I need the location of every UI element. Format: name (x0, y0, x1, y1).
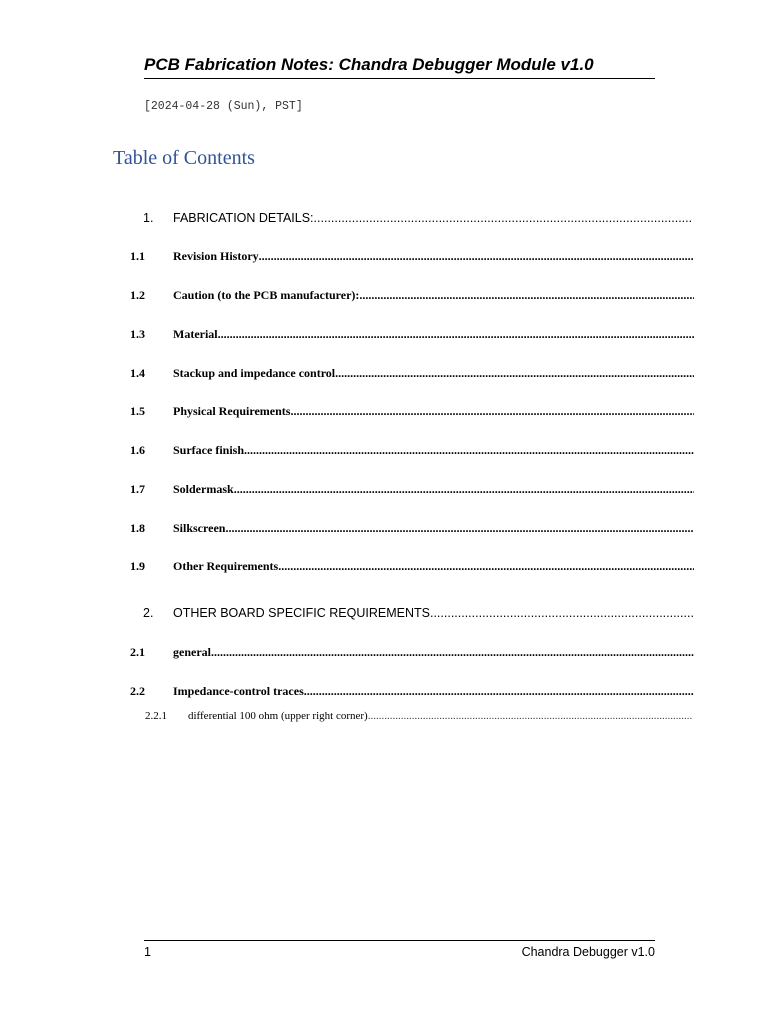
toc-dot-leader (218, 326, 694, 343)
toc-dot-leader (430, 604, 693, 622)
toc-entry-2[interactable] (143, 604, 693, 622)
toc-entry-label: Stackup and impedance control (173, 366, 336, 380)
toc-entry-number: 1.2 (130, 288, 145, 302)
toc-entry-2-1[interactable] (130, 644, 694, 661)
toc-entry-number: 1. (143, 211, 154, 225)
toc-entry-number: 1.8 (130, 521, 145, 535)
toc-dot-leader (278, 558, 694, 575)
toc-dot-leader (359, 287, 694, 304)
toc-entry-label: Surface finish (173, 443, 245, 457)
document-date: [2024-04-28 (Sun), PST] (144, 100, 303, 113)
toc-entry-1[interactable] (143, 209, 693, 227)
toc-entry-label: Impedance-control traces (173, 684, 304, 698)
page-footer (144, 940, 655, 963)
toc-dot-leader (225, 520, 694, 537)
toc-entry-number: 1.5 (130, 404, 145, 418)
toc-dot-leader (304, 683, 694, 700)
toc-entry-label: differential 100 ohm (upper right corner) (188, 710, 368, 722)
toc-entry-2-2-1[interactable] (145, 708, 693, 724)
toc-entry-number: 2.1 (130, 645, 145, 659)
toc-entry-1-4[interactable] (130, 365, 694, 382)
toc-entry-1-9[interactable] (130, 558, 694, 575)
document-title: PCB Fabrication Notes: Chandra Debugger Module v1.0 (144, 55, 594, 74)
toc-entry-label: Soldermask (173, 482, 234, 496)
toc-entry-number: 1.3 (130, 327, 145, 341)
toc-dot-leader (290, 403, 694, 420)
toc-entry-1-7[interactable] (130, 481, 694, 498)
toc-entry-number: 1.4 (130, 366, 145, 380)
toc-entry-1-8[interactable] (130, 520, 694, 537)
toc-dot-leader (335, 365, 694, 382)
toc-entry-number: 2.2.1 (145, 710, 167, 722)
toc-entry-label: Material (173, 327, 218, 341)
toc-dot-leader (234, 481, 694, 498)
toc-heading: Table of Contents (113, 147, 255, 169)
toc-dot-leader (259, 248, 694, 265)
toc-dot-leader (368, 708, 693, 724)
toc-entry-label: Revision History (173, 249, 259, 263)
toc-entry-number: 1.6 (130, 443, 145, 457)
toc-entry-label: OTHER BOARD SPECIFIC REQUIREMENTS (173, 606, 430, 620)
toc-entry-label: Other Requirements (173, 559, 279, 573)
toc-entry-1-5[interactable] (130, 403, 694, 420)
toc-entry-label: Silkscreen (173, 521, 226, 535)
toc-entry-number: 2. (143, 606, 154, 620)
toc-dot-leader (211, 644, 694, 661)
toc-entry-number: 1.7 (130, 482, 145, 496)
toc-entry-number: 2.2 (130, 684, 145, 698)
page-header (144, 52, 655, 79)
toc-entry-number: 1.1 (130, 249, 145, 263)
toc-entry-label: FABRICATION DETAILS: (173, 211, 314, 225)
toc-entry-label: Physical Requirements (173, 404, 291, 418)
toc-entry-1-2[interactable] (130, 287, 694, 304)
toc-entry-2-2[interactable] (130, 683, 694, 700)
toc-dot-leader (244, 442, 694, 459)
toc-dot-leader (314, 209, 693, 227)
toc-entry-1-3[interactable] (130, 326, 694, 343)
toc-entry-number: 1.9 (130, 559, 145, 573)
toc-entry-1-1[interactable] (130, 248, 694, 265)
toc-entry-label: general (173, 645, 211, 659)
footer-doc-name: Chandra Debugger v1.0 (521, 945, 655, 959)
toc-entry-1-6[interactable] (130, 442, 694, 459)
toc-entry-label: Caution (to the PCB manufacturer): (173, 288, 360, 302)
page-number: 1 (144, 945, 151, 959)
